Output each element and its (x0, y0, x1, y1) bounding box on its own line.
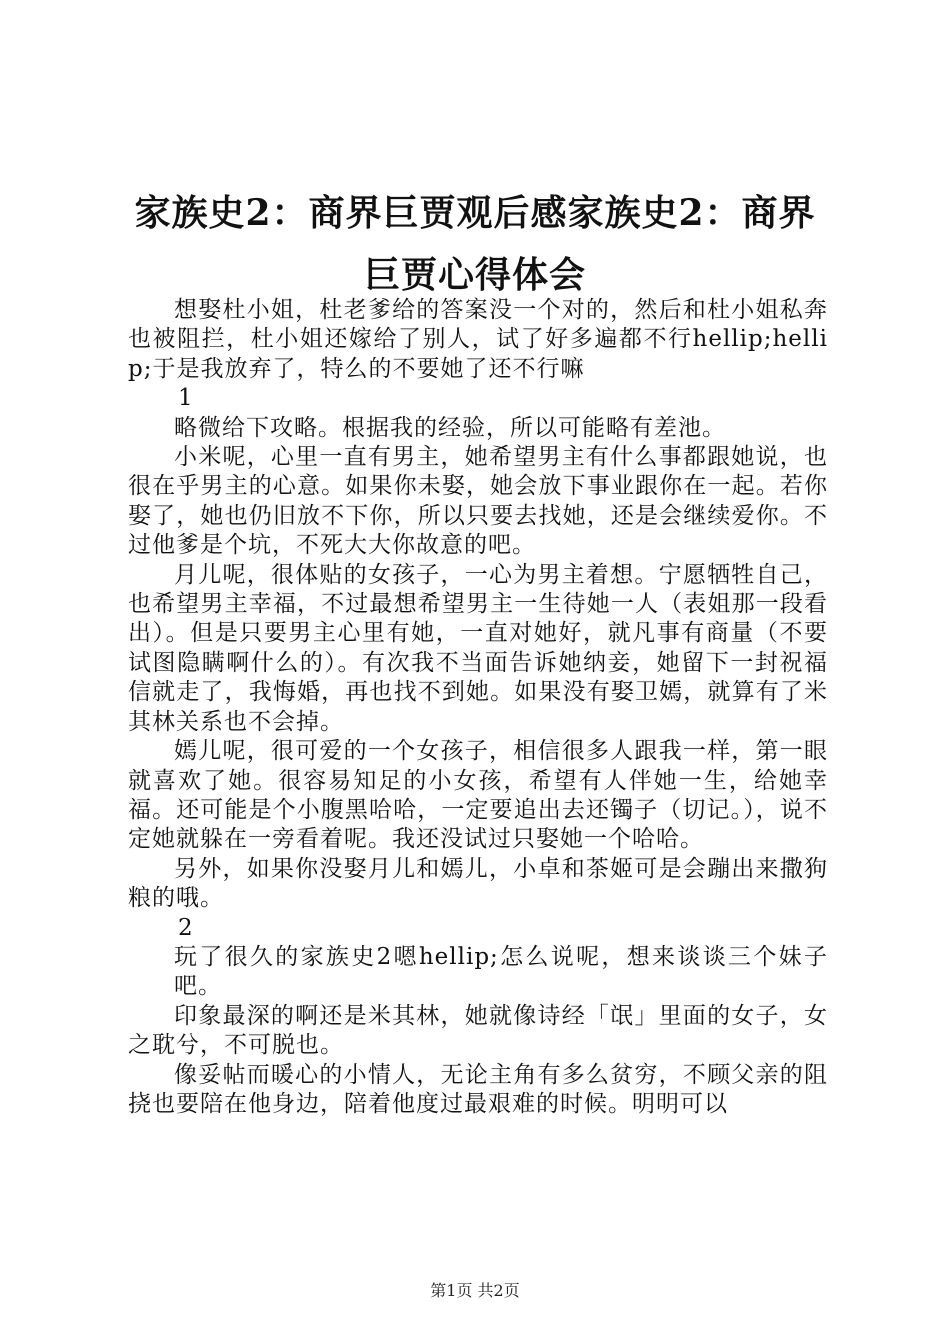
section-number: 1 (178, 385, 194, 412)
paragraph: 另外，如果你没娶月儿和嫣儿，小卓和茶姬可是会蹦出来撒狗粮的哦。 (128, 855, 828, 912)
document-title: 家族史2：商界巨贾观后感家族史2：商界巨贾心得体会 (134, 192, 816, 296)
document-body (128, 296, 828, 1119)
paragraph: 想娶杜小姐，杜老爹给的答案没一个对的，然后和杜小姐私奔也被阻拦，杜小姐还嫁给了别人，试了好多遍都不行hellip;hellip;于是我放弃了，特么的不要她了还不行嘛 (128, 297, 828, 382)
paragraph: 像妥帖而暖心的小情人，无论主角有多么贫穷，不顾父亲的阻挠也要陪在他身边，陪着他度过最艰难的时候。明明可以 (128, 1061, 828, 1117)
paragraph: 略微给下攻略。根据我的经验，所以可能略有差池。 (174, 414, 726, 441)
paragraph: 月儿呢，很体贴的女孩子，一心为男主着想。宁愿牺牲自己，也希望男主幸福，不过最想希望男主一生待她一人（表姐那一段看出）。但是只要男主心里有她，一直对她好，就凡事有商量（不要试图隐瞒啊什么的）。有次我不当面告诉她纳妾，她留下一封祝福信就走了，我悔婚，再也找不到她。如果没有娶卫嫣，就算有了米其林关系也不会掉。 (128, 561, 828, 735)
paragraph: 玩了很久的家族史2嗯hellip;怎么说呢，想来谈谈三个妹子吧。 (174, 943, 828, 1000)
paragraph: 小米呢，心里一直有男主，她希望男主有什么事都跟她说，也很在乎男主的心意。如果你未娶，她会放下事业跟你在一起。若你娶了，她也仍旧放不下你，所以只要去找她，还是会继续爱你。不过他爹是个坑，不死大大你故意的吧。 (128, 444, 828, 559)
section-number: 2 (178, 914, 194, 941)
page-footer: 第1页 共2页 (430, 1281, 520, 1300)
paragraph: 嫣儿呢，很可爱的一个女孩子，相信很多人跟我一样，第一眼就喜欢了她。很容易知足的小女孩，希望有人伴她一生，给她幸福。还可能是个小腹黑哈哈，一定要追出去还镯子（切记。），说不定她就躲在一旁看着呢。我还没试过只娶她一个哈哈。 (128, 738, 828, 853)
paragraph: 印象最深的啊还是米其林，她就像诗经「氓」里面的女子，女之耽兮，不可脱也。 (128, 1002, 828, 1059)
